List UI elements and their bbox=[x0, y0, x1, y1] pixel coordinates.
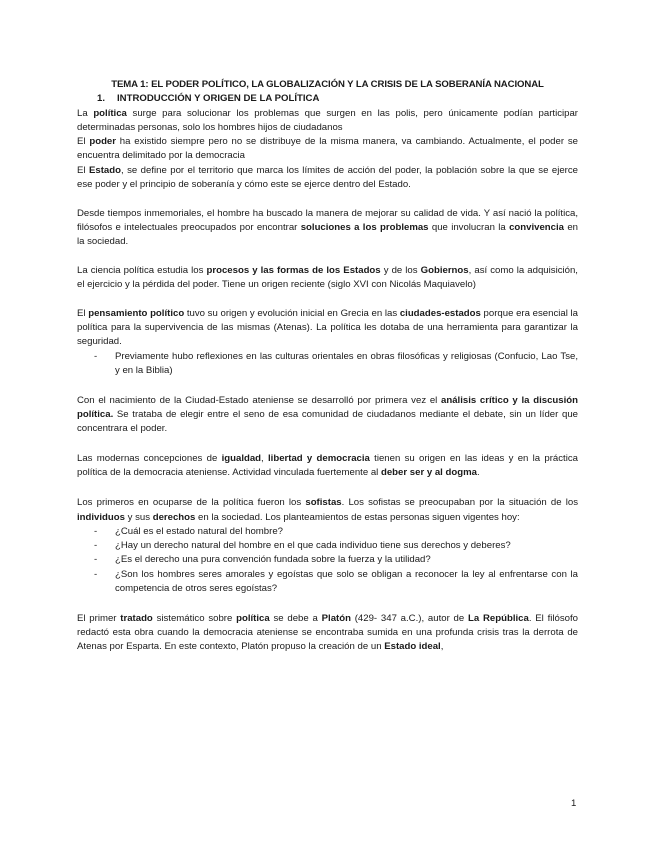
paragraph-pensamiento-politico: El pensamiento político tuvo su origen y evolución inicial en Grecia en las ciudades-estados porque era esencial la política para la supervivencia de las mismas (Atenas). La política les dotaba de una herramienta para garantizar la seguridad. bbox=[77, 307, 578, 348]
section-heading-text: INTRODUCCIÓN Y ORIGEN DE LA POLÍTICA bbox=[117, 93, 320, 105]
section-heading bbox=[97, 92, 578, 106]
list-item: - ¿Son los hombres seres amorales y egoístas que solo se obligan a reconocer la ley al enfrentarse con la competencia de otros seres egoístas? bbox=[94, 568, 578, 594]
paragraph-ciudad-estado: Con el nacimiento de la Ciudad-Estado ateniense se desarrolló por primera vez el análisis crítico y la discusión política. Se trataba de elegir entre el seno de esa comunidad de ciudadanos mediante el debate, sin un líder que concentrara el poder. bbox=[77, 394, 578, 435]
page-number: 1 bbox=[571, 798, 577, 809]
paragraph-concepciones: Las modernas concepciones de igualdad, libertad y democracia tienen su origen en las ideas y en la práctica política de la democracia ateniense. Actividad vinculada fuertemente al deber ser y al dogma. bbox=[77, 453, 578, 479]
paragraph-ciencia-politica: La ciencia política estudia los procesos y las formas de los Estados y de los Gobiernos, así como la adquisición, el ejercicio y la pérdida del poder. Tiene un origen reciente (siglo XVI con Nicolás Maquiavelo) bbox=[77, 264, 578, 291]
list-item: - ¿Hay un derecho natural del hombre en el que cada individuo tiene sus derechos y deberes? bbox=[94, 540, 511, 552]
paragraph-sofistas: Los primeros en ocuparse de la política fueron los sofistas. Los sofistas se preocupaban por la situación de los individuos y sus derechos en la sociedad. Los planteamientos de estas personas siguen vigentes hoy: bbox=[77, 497, 578, 523]
paragraph-estado: El Estado, se define por el territorio que marca los límites de acción del poder, la población sobre la que se ejerce ese poder y el principio de soberanía y cómo este se ejerce dentro del Estado. bbox=[77, 164, 579, 191]
list-item: - Previamente hubo reflexiones en las culturas orientales en obras filosóficas y religiosas (Confucio, Lao Tse, y en la Biblia) bbox=[94, 350, 578, 376]
document-title: TEMA 1: EL PODER POLÍTICO, LA GLOBALIZACIÓN Y LA CRISIS DE LA SOBERANÍA NACIONAL bbox=[111, 79, 544, 90]
paragraph-politica: La política surge para solucionar los problemas que surgen en las polis, pero únicamente podían participar determinadas personas, solo los hombres hijos de ciudadanos bbox=[77, 107, 579, 133]
paragraph-poder: El poder ha existido siempre pero no se distribuye de la misma manera, va cambiando. Actualmente, el poder se encuentra delimitado por la democracia bbox=[77, 136, 578, 162]
list-item: - ¿Cuál es el estado natural del hombre? bbox=[94, 525, 283, 537]
list-item: - ¿Es el derecho una pura convención fundada sobre la fuerza y la utilidad? bbox=[94, 554, 431, 566]
document-page bbox=[77, 78, 578, 655]
paragraph-origen: Desde tiempos inmemoriales, el hombre ha buscado la manera de mejorar su calidad de vida. Y así nació la política, filósofos e intelectuales preocupados por encontrar soluciones a los problemas que involucran la convivencia en la sociedad. bbox=[77, 207, 578, 248]
paragraph-platon: El primer tratado sistemático sobre política se debe a Platón (429- 347 a.C.), autor de La República. El filósofo redactó esta obra cuando la democracia ateniense se encontraba sumida en una profunda crisis tras la derrota de Atenas por Esparta. En este contexto, Platón propuso la creación de un Estado ideal, bbox=[77, 612, 578, 653]
section-number: 1. bbox=[97, 93, 106, 105]
bullet-list-preguntas bbox=[77, 525, 578, 596]
bullet-list-oriente bbox=[77, 350, 578, 379]
